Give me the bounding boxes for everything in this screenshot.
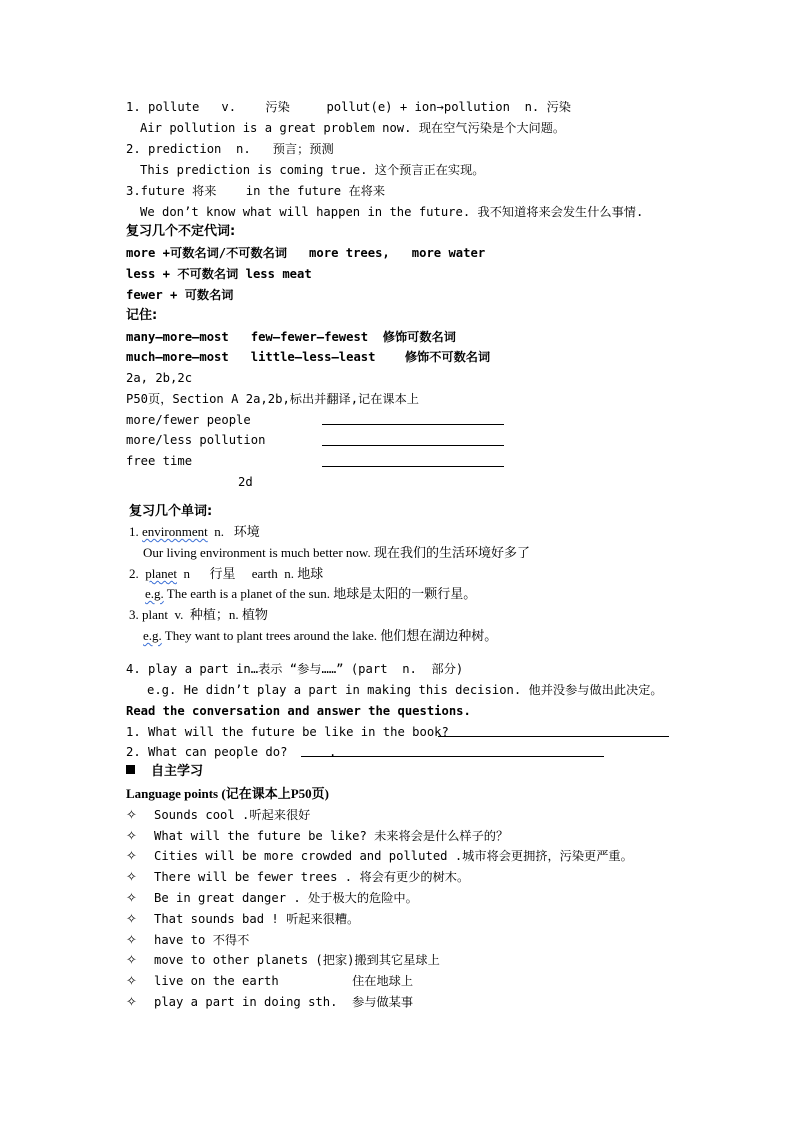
vocab-play-a-part: 4. play a part in…表示 “参与……” (part n. 部分) xyxy=(126,662,464,676)
example-text: The earth is a planet of the sun. 地球是太阳的一颗行星。 xyxy=(163,586,477,601)
vocab-environment-example: Our living environment is much better now. 现在我们的生活环境好多了 xyxy=(143,545,530,560)
example-text: They want to plant trees around the lake. 他们想在湖边种树。 xyxy=(161,628,498,643)
self-study-heading xyxy=(126,763,203,781)
point-text: play a part in doing sth. 参与做某事 xyxy=(154,995,414,1009)
language-points-heading: Language points (记在课本上P50页) xyxy=(126,786,329,801)
many-more-most-row: many—more—most few—fewer—fewest 修饰可数名词 xyxy=(126,330,456,344)
answer-blank[interactable] xyxy=(322,411,504,425)
vocab-future: 3.future 将来 in the future 在将来 xyxy=(126,184,386,198)
vocab-meaning: n 行星 earth n. 地球 xyxy=(177,566,324,581)
eg-label: e.g. xyxy=(145,586,164,601)
self-study-title: 自主学习 xyxy=(151,764,204,779)
diamond-bullet-icon: ✧ xyxy=(126,912,137,927)
diamond-bullet-icon: ✧ xyxy=(126,829,137,844)
list-item xyxy=(126,993,413,1012)
much-more-most-row: much—more—most little—less—least 修饰不可数名词 xyxy=(126,350,491,364)
list-item xyxy=(126,868,469,887)
exercise-instruction: P50页，Section A 2a,2b,标出并翻译,记在课本上 xyxy=(126,392,419,406)
vocab-number: 1. xyxy=(129,524,139,539)
question-1-answer-blank[interactable] xyxy=(438,723,669,737)
label-2d: 2d xyxy=(238,475,253,489)
diamond-bullet-icon: ✧ xyxy=(126,933,137,948)
vocab-pollute: 1. pollute v. 污染 pollut(e) + ion→pollution n. 污染 xyxy=(126,100,571,114)
vocab-meaning: n. 环境 xyxy=(207,524,260,539)
vocab-number: 2. xyxy=(129,566,142,581)
diamond-bullet-icon: ✧ xyxy=(126,849,137,864)
vocab-play-a-part-example: e.g. He didn’t play a part in making this decision. 他并没参与做出此决定。 xyxy=(147,683,663,697)
list-item xyxy=(126,951,440,970)
point-text: have to 不得不 xyxy=(154,933,250,947)
point-text: Cities will be more crowded and polluted .城市将会更拥挤，污染更严重。 xyxy=(154,849,633,863)
vocab-planet-example xyxy=(145,585,476,603)
pronoun-less: less + 不可数名词 less meat xyxy=(126,267,312,281)
list-item xyxy=(126,889,418,908)
square-bullet-icon xyxy=(126,765,135,774)
diamond-bullet-icon: ✧ xyxy=(126,870,137,885)
point-text: Sounds cool .听起来很好 xyxy=(154,808,311,822)
diamond-bullet-icon: ✧ xyxy=(126,953,137,968)
point-text: live on the earth 住在地球上 xyxy=(154,974,414,988)
question-1: 1. What will the future be like in the book? xyxy=(126,725,449,739)
exercise-item: more/less pollution xyxy=(126,433,266,447)
answer-blank[interactable] xyxy=(322,453,504,467)
eg-label: e.g. xyxy=(143,628,162,643)
vocab-pollute-example: Air pollution is a great problem now. 现在空气污染是个大问题。 xyxy=(140,121,566,135)
point-text: There will be fewer trees . 将会有更少的树木。 xyxy=(154,870,470,884)
pronoun-more: more +可数名词/不可数名词 more trees, more water xyxy=(126,246,486,260)
list-item xyxy=(126,847,633,866)
vocab-environment xyxy=(129,523,260,541)
vocab-word-planet: planet xyxy=(145,566,178,581)
diamond-bullet-icon: ✧ xyxy=(126,808,137,823)
point-text: That sounds bad ! 听起来很糟。 xyxy=(154,912,360,926)
list-item xyxy=(126,827,508,846)
pronouns-heading: 复习几个不定代词: xyxy=(126,224,236,239)
diamond-bullet-icon: ✧ xyxy=(126,974,137,989)
answer-blank[interactable] xyxy=(322,432,504,446)
vocab-prediction: 2. prediction n. 预言；预测 xyxy=(126,142,334,156)
question-2-answer-blank[interactable] xyxy=(301,743,604,757)
vocab-future-example: We don’t know what will happen in the future. 我不知道将来会发生什么事情. xyxy=(140,205,644,219)
vocab-planet xyxy=(129,565,323,583)
question-2: 2. What can people do? xyxy=(126,745,288,759)
remember-heading: 记住: xyxy=(126,308,158,323)
diamond-bullet-icon: ✧ xyxy=(126,891,137,906)
questions-heading: Read the conversation and answer the questions. xyxy=(126,704,471,718)
question-2-mark: . xyxy=(329,745,337,759)
vocab-word-environment: environment xyxy=(142,524,208,539)
exercise-sections: 2a, 2b,2c xyxy=(126,371,193,385)
vocab2-heading: 复习几个单词: xyxy=(129,504,213,519)
pronoun-fewer: fewer + 可数名词 xyxy=(126,288,234,302)
vocab-prediction-example: This prediction is coming true. 这个预言正在实现。 xyxy=(140,163,485,177)
list-item xyxy=(126,931,249,950)
list-item xyxy=(126,806,310,825)
list-item xyxy=(126,972,413,991)
exercise-item: more/fewer people xyxy=(126,413,251,427)
point-text: What will the future be like? 未来将会是什么样子的？ xyxy=(154,829,509,843)
list-item xyxy=(126,910,359,929)
vocab-plant-example xyxy=(143,627,497,645)
diamond-bullet-icon: ✧ xyxy=(126,995,137,1010)
point-text: Be in great danger . 处于极大的危险中。 xyxy=(154,891,418,905)
vocab-plant: 3. plant v. 种植；n. 植物 xyxy=(129,607,268,622)
point-text: move to other planets (把家)搬到其它星球上 xyxy=(154,953,440,967)
exercise-item: free time xyxy=(126,454,193,468)
